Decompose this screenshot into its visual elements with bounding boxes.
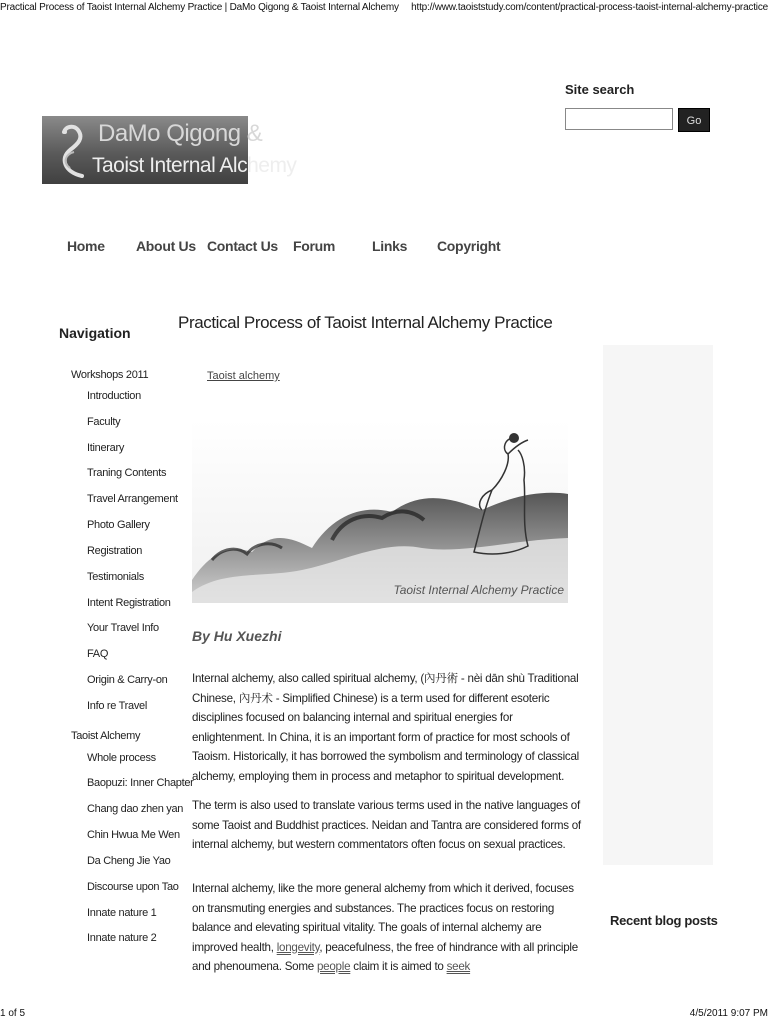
- site-logo[interactable]: [42, 116, 297, 184]
- logo-line-1: DaMo Qigong &: [98, 120, 263, 147]
- menu-about-us[interactable]: About Us: [136, 238, 196, 254]
- nav-item[interactable]: Travel Arrangement: [87, 493, 178, 505]
- nav-item[interactable]: Discourse upon Tao: [87, 881, 179, 893]
- nav-item[interactable]: Registration: [87, 545, 143, 557]
- nav-item[interactable]: Whole process: [87, 752, 156, 764]
- nav-item[interactable]: Itinerary: [87, 442, 125, 454]
- nav-item[interactable]: Origin & Carry-on: [87, 674, 168, 686]
- nav-taoist-alchemy[interactable]: Taoist Alchemy: [71, 730, 141, 742]
- nav-item[interactable]: Intent Registration: [87, 597, 171, 609]
- link-longevity[interactable]: longevity: [276, 940, 320, 954]
- nav-item[interactable]: Chin Hwua Me Wen: [87, 829, 180, 841]
- navigation-title: Navigation: [59, 325, 131, 341]
- sidebar-block: [603, 345, 713, 865]
- nav-item[interactable]: Innate nature 1: [87, 907, 157, 919]
- print-timestamp: 4/5/2011 9:07 PM: [689, 1008, 768, 1019]
- nav-item[interactable]: Da Cheng Jie Yao: [87, 855, 171, 867]
- menu-home[interactable]: Home: [67, 238, 105, 254]
- nav-workshops-2011[interactable]: Workshops 2011: [71, 369, 149, 381]
- nav-item[interactable]: Testimonials: [87, 571, 144, 583]
- print-url: http://www.taoiststudy.com/content/practical-process-taoist-internal-alchemy-practice: [411, 2, 768, 13]
- link-people[interactable]: people: [316, 960, 351, 973]
- swan-logo-icon: [54, 122, 94, 180]
- article-paragraph-3: [192, 879, 584, 977]
- print-title: Practical Process of Taoist Internal Alchemy Practice | DaMo Qigong & Taoist Internal Alchemy: [0, 2, 399, 13]
- hero-image: [192, 420, 568, 603]
- logo-line-2: Taoist Internal Alchemy: [92, 154, 297, 177]
- page-title: Practical Process of Taoist Internal Alchemy Practice: [178, 313, 553, 332]
- nav-item[interactable]: Photo Gallery: [87, 519, 150, 531]
- nav-item[interactable]: Introduction: [87, 390, 141, 402]
- site-search-label: Site search: [565, 82, 635, 97]
- article-byline: By Hu Xuezhi: [192, 628, 282, 644]
- nav-item[interactable]: Your Travel Info: [87, 622, 159, 634]
- nav-item[interactable]: Innate nature 2: [87, 932, 157, 944]
- tag-link[interactable]: Taoist alchemy: [207, 370, 280, 382]
- nav-item[interactable]: Baopuzi: Inner Chapter: [87, 777, 194, 789]
- nav-item[interactable]: Info re Travel: [87, 700, 147, 712]
- menu-links[interactable]: Links: [372, 238, 408, 254]
- article-paragraph-1: Internal alchemy, also called spiritual alchemy, (內丹術 - nèi dān shù Traditional Chinese, 內丹术 - Simplified Chinese) is a term used for different esoteric disciplines focused on balancing internal and spiritual energies for enlightenment. In China, it is an important form of practice for most schools of Taoism. Historically, it has borrowed the symbolism and terminology of classical alchemy, employing them in process and metaphor to spiritual development.: [192, 672, 580, 783]
- hero-caption: Taoist Internal Alchemy Practice: [393, 583, 564, 597]
- paragraph-text: Internal alchemy, like the more general alchemy from which it derived, focuses on transmuting energies and substances. The practices focus on restoring balance and elevating spiritual vitality. The goals of internal alchemy are improved health,: [192, 882, 574, 954]
- nav-item[interactable]: Chang dao zhen yan: [87, 803, 184, 815]
- print-page-number: 1 of 5: [0, 1008, 26, 1019]
- article-paragraph-2: The term is also used to translate various terms used in the native languages of some Taoist and Buddhist practices. Neidan and Tantra are considered forms of internal alchemy, but western commentators often focus on sexual practices.: [192, 799, 581, 851]
- paragraph-text: claim it is aimed to: [350, 960, 447, 973]
- search-go-button[interactable]: Go: [678, 108, 710, 132]
- link-seek[interactable]: seek: [446, 960, 471, 973]
- nav-item[interactable]: Faculty: [87, 416, 121, 428]
- nav-item[interactable]: Traning Contents: [87, 467, 167, 479]
- menu-contact-us[interactable]: Contact Us: [207, 238, 278, 254]
- menu-forum[interactable]: Forum: [293, 238, 336, 254]
- menu-copyright[interactable]: Copyright: [437, 238, 501, 254]
- search-input[interactable]: [565, 108, 673, 130]
- nav-item[interactable]: FAQ: [87, 648, 109, 660]
- paragraph-text: , peacefulness, the free of hindrance with all principle and phenoumena. Some: [192, 940, 578, 973]
- recent-blog-posts-title: Recent blog posts: [610, 913, 718, 928]
